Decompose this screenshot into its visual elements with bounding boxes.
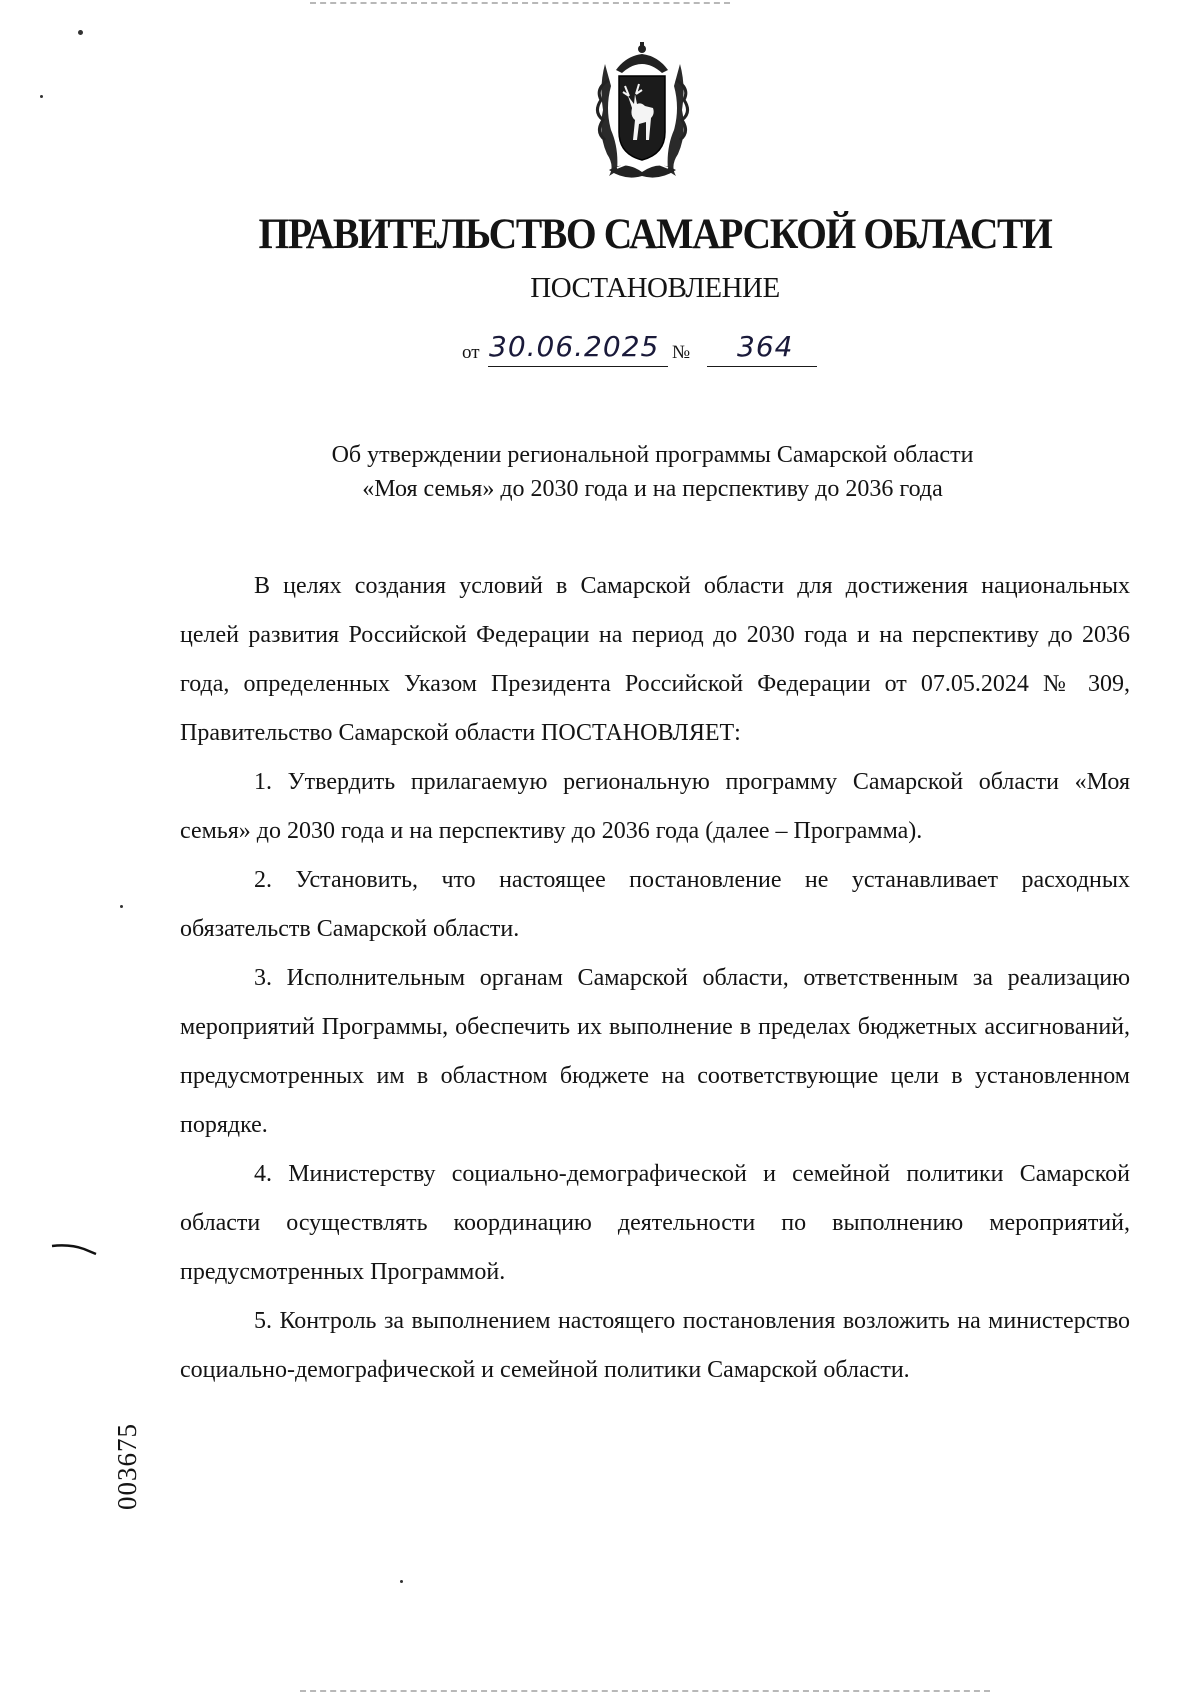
point-paragraph: 5. Контроль за выполнением настоящего постановления возложить на министерство социально-демографической и семейной политики Самарской области. <box>180 1308 1130 1383</box>
subject-line: Об утверждении региональной программы Самарской области <box>331 442 974 468</box>
scan-speck <box>78 30 83 35</box>
number-sign: № <box>672 342 691 363</box>
preamble-paragraph: В целях создания условий в Самарской области для достижения национальных целей развития Российской Федерации на период до 2030 года и на перспективу до 2036 года, определенных Указом Президента Российской Федерации от 07.05.2024 № 309, Правительство Самарской области ПОСТАНОВЛЯЕТ: <box>180 573 1130 746</box>
number-underline <box>707 366 817 367</box>
scan-speck <box>120 905 123 908</box>
date-number-line <box>462 330 862 370</box>
document-subject <box>240 438 1065 506</box>
serial-number: 003675 <box>112 1423 142 1510</box>
point-paragraph: 4. Министерству социально-демографической и семейной политики Самарской области осуществлять координацию деятельности по выполнению мероприятий, предусмотренных Программой. <box>180 1161 1130 1285</box>
scan-speck <box>40 95 43 98</box>
scan-edge-top <box>310 2 730 4</box>
point-paragraph: 3. Исполнительным органам Самарской области, ответственным за реализацию мероприятий Программы, обеспечить их выполнение в пределах бюджетных ассигнований, предусмотренных им в областном бюджете на соответствующие цели в установленном порядке. <box>180 965 1130 1138</box>
date-underline <box>488 366 668 367</box>
coat-of-arms-icon <box>589 40 696 181</box>
point-paragraph: 1. Утвердить прилагаемую региональную программу Самарской области «Моя семья» до 2030 года и на перспективу до 2036 года (далее – Программа). <box>180 769 1130 844</box>
date-prefix: от <box>462 342 480 363</box>
point-paragraph: 2. Установить, что настоящее постановление не устанавливает расходных обязательств Самарской области. <box>180 867 1130 942</box>
document-date: 30.06.2025 <box>489 330 660 363</box>
scan-edge-bottom <box>300 1690 990 1692</box>
document-body <box>180 562 1130 1395</box>
document-number: 364 <box>737 330 794 363</box>
subject-line: «Моя семья» до 2030 года и на перспективу до 2036 года <box>362 476 943 502</box>
margin-pen-mark <box>50 1240 100 1260</box>
scan-speck <box>400 1580 403 1583</box>
government-title: ПРАВИТЕЛЬСТВО САМАРСКОЙ ОБЛАСТИ <box>258 211 1052 258</box>
document-type: ПОСТАНОВЛЕНИЕ <box>530 272 780 304</box>
